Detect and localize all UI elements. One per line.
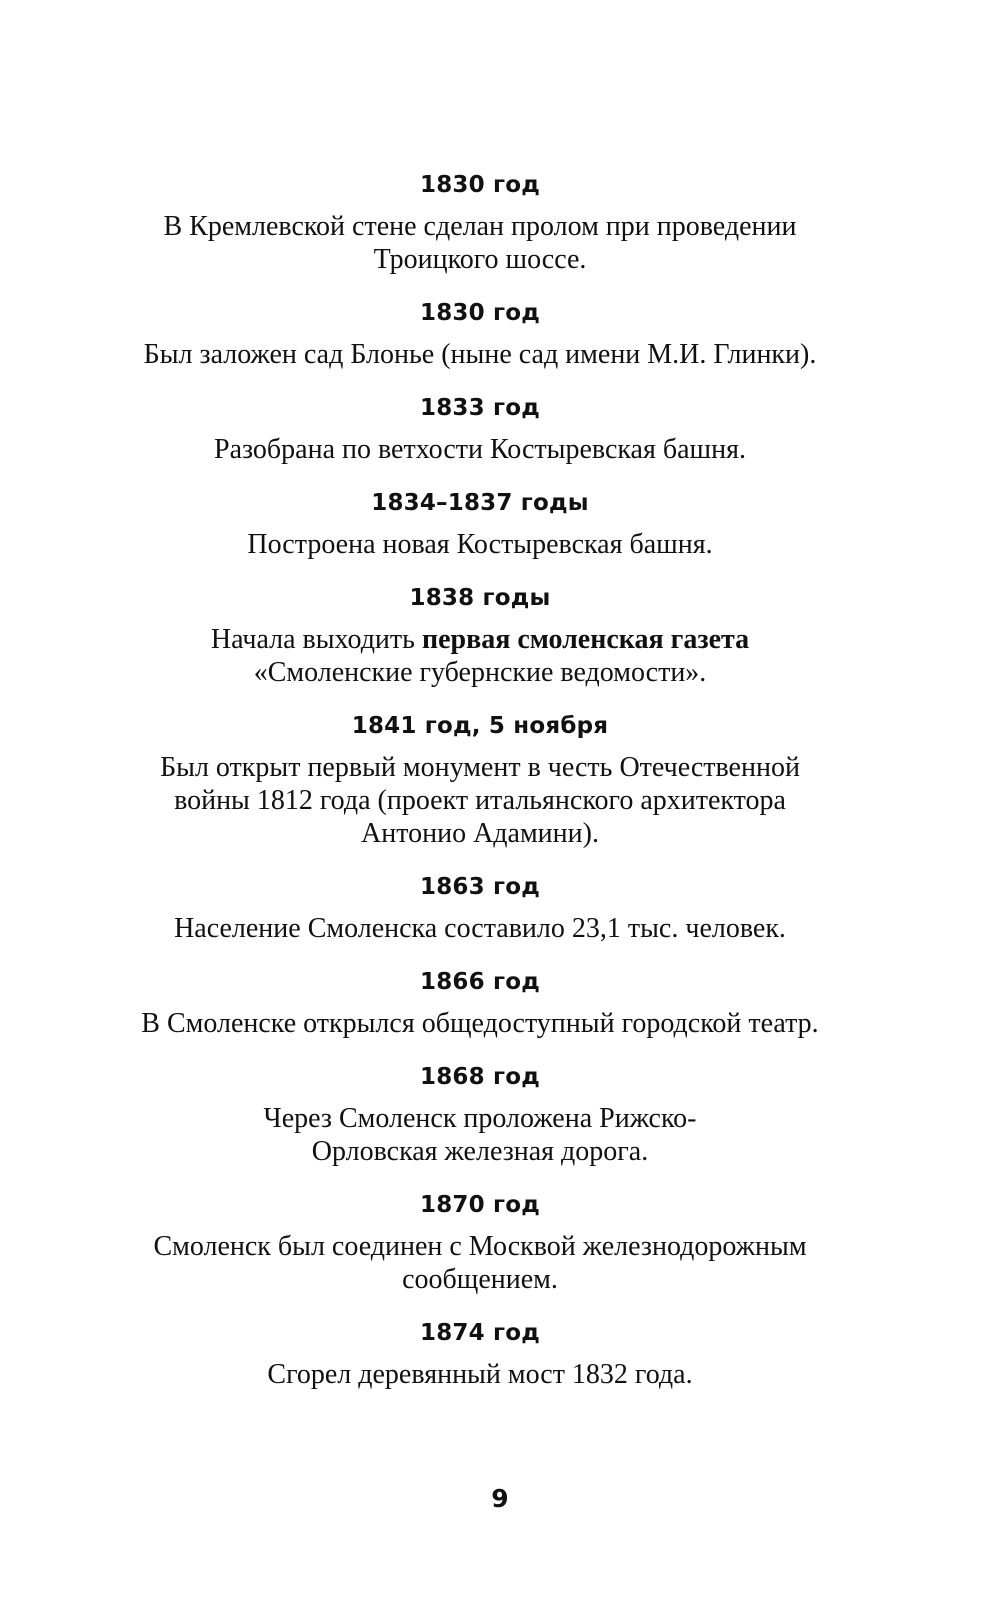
entry-text: Население Смоленска составило 23,1 тыс. человек. <box>174 913 786 944</box>
entry-year: 1866 год <box>419 969 540 995</box>
entry-text: Был заложен сад Блонье (ныне сад имени М.И. Глинки). <box>143 339 817 370</box>
entry-year: 1841 год, 5 ноября <box>351 713 609 739</box>
entry-year: 1863 год <box>419 874 540 900</box>
page-number: 9 <box>491 1484 509 1513</box>
entry-text: Через Смоленск проложена Рижско-Орловская железная дорога. <box>263 1103 697 1167</box>
entry-text-end: «Смоленские губернские ведомости». <box>253 657 707 688</box>
entry-year: 1870 год <box>419 1192 540 1218</box>
entry-text: Разобрана по ветхости Костыревская башня. <box>214 434 746 465</box>
entry-text: В Кремлевской стене сделан пролом при проведении Троицкого шоссе. <box>163 211 797 275</box>
entry-text: Был открыт первый монумент в честь Отечественной войны 1812 года (проект итальянского архитектора Антонио Адамини). <box>160 752 800 849</box>
entry-year: 1868 год <box>419 1064 540 1090</box>
entry-text <box>90 623 870 689</box>
entry-year: 1830 год <box>419 300 540 326</box>
entry-text: Смоленск был соединен с Москвой железнодорожным сообщением. <box>153 1231 807 1295</box>
entry-text-start: Начала выходить <box>210 624 422 655</box>
entry-year: 1830 год <box>419 172 540 198</box>
entry-year: 1833 год <box>419 395 540 421</box>
entry-text: В Смоленске открылся общедоступный городской театр. <box>141 1008 819 1039</box>
entry-year: 1874 год <box>419 1320 540 1346</box>
entry-year: 1834–1837 годы <box>371 490 589 516</box>
entry-text: Построена новая Костыревская башня. <box>247 529 713 560</box>
entry-text: Сгорел деревянный мост 1832 года. <box>267 1359 693 1390</box>
entry-year: 1838 годы <box>409 585 551 611</box>
chronology <box>90 170 870 1413</box>
entry-text-emphasis: первая смоленская газета <box>421 624 750 655</box>
